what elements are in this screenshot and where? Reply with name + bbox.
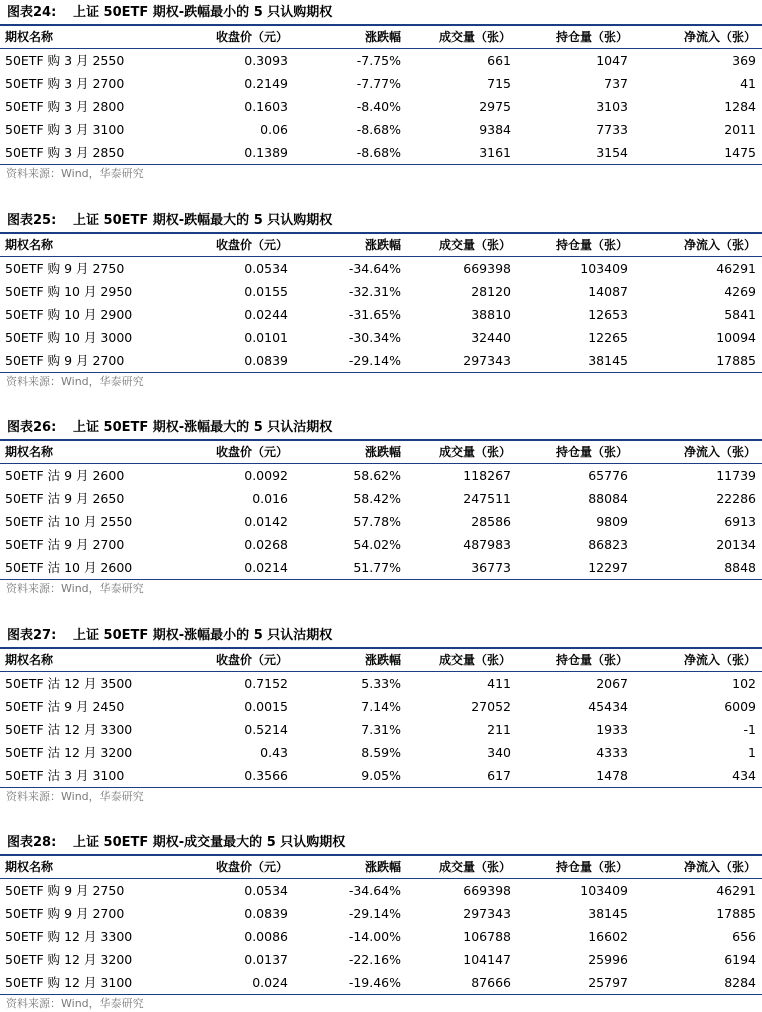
table-cell: 5841 [724,307,756,322]
table-cell: 65776 [588,468,628,483]
table-cell: 297343 [463,353,511,368]
table-cell: -7.75% [356,53,401,68]
table-cell: 340 [487,745,511,760]
table-cell: 2975 [479,99,511,114]
table-cell: 9.05% [361,768,401,783]
table-cell: 737 [604,76,628,91]
table-cell: 10094 [716,330,756,345]
column-header: 净流入（张） [683,445,756,459]
table-cell: 487983 [463,537,511,552]
table-number: 图表26: [7,420,57,435]
table-cell: 50ETF 购 9 月 2700 [5,906,125,921]
table-cell: 41 [740,76,756,91]
table-cell: 50ETF 购 9 月 2750 [5,261,125,276]
column-header: 净流入（张） [683,860,756,874]
table-row [0,257,762,280]
table-cell: -19.46% [348,975,401,990]
table-cell: 1 [748,745,756,760]
table-cell: 12265 [588,330,628,345]
table-cell: 617 [487,768,511,783]
table-cell: 54.02% [353,537,401,552]
column-header: 持仓量（张） [555,860,628,874]
table-cell: 12653 [588,307,628,322]
table-cell: 0.3093 [244,53,288,68]
table-cell: 4269 [724,284,756,299]
source-note: 资料来源：Wind，华泰研究 [6,167,144,180]
column-header: 成交量（张） [438,238,511,252]
table-cell: 50ETF 购 9 月 2750 [5,883,125,898]
table-cell: 50ETF 沽 10 月 2600 [5,560,133,575]
table-cell: 0.06 [260,122,288,137]
table-cell: 50ETF 购 3 月 2850 [5,145,125,160]
table-number: 图表24: [7,5,57,20]
table-row [0,764,762,788]
table-cell: 4333 [596,745,628,760]
table-cell: 38810 [471,307,511,322]
table-cell: 11739 [716,468,756,483]
table-row [0,49,762,72]
column-header: 持仓量（张） [555,445,628,459]
table-cell: 0.43 [260,745,288,760]
table-cell: 715 [487,76,511,91]
table-header-row [0,649,762,672]
table-caption [7,832,345,854]
table-cell: 51.77% [353,560,401,575]
table-cell: 22286 [716,491,756,506]
table-cell: 14087 [588,284,628,299]
column-header: 成交量（张） [438,653,511,667]
table-cell: 0.0534 [244,261,288,276]
table-cell: 247511 [463,491,511,506]
column-header: 持仓量（张） [555,238,628,252]
table-cell: 50ETF 购 3 月 2700 [5,76,125,91]
column-header: 成交量（张） [438,860,511,874]
table-row [0,280,762,303]
table-title: 上证 50ETF 期权-涨幅最小的 5 只认沽期权 [73,628,333,643]
table-cell: 57.78% [353,514,401,529]
column-header: 期权名称 [5,30,54,44]
table-cell: 50ETF 购 12 月 3200 [5,952,133,967]
table-cell: -8.68% [356,145,401,160]
table-cell: 50ETF 沽 9 月 2700 [5,537,125,552]
table-cell: 50ETF 沽 12 月 3300 [5,722,133,737]
table-cell: 0.0101 [244,330,288,345]
table-cell: 28586 [471,514,511,529]
table-cell: 0.7152 [244,676,288,691]
column-header: 收盘价（元） [215,30,288,44]
table-cell: -30.34% [348,330,401,345]
table-cell: 0.024 [252,975,288,990]
table-number: 图表28: [7,835,57,850]
table-row [0,326,762,349]
table-cell: 669398 [463,883,511,898]
table-cell: 50ETF 沽 3 月 3100 [5,768,125,783]
table-cell: 7.14% [361,699,401,714]
table-header-row [0,856,762,879]
table-row [0,971,762,995]
table-cell: 50ETF 购 3 月 2800 [5,99,125,114]
table-cell: 3103 [596,99,628,114]
table-cell: 38145 [588,906,628,921]
table-cell: 0.0137 [244,952,288,967]
table-cell: 3154 [596,145,628,160]
table-cell: 58.62% [353,468,401,483]
table-cell: 50ETF 购 10 月 2900 [5,307,133,322]
table-title: 上证 50ETF 期权-成交量最大的 5 只认购期权 [73,835,346,850]
table-header-row [0,26,762,49]
table-cell: 50ETF 购 9 月 2700 [5,353,125,368]
table-cell: 2011 [724,122,756,137]
table-cell: 0.0142 [244,514,288,529]
table-cell: 9809 [596,514,628,529]
table-cell: 1478 [596,768,628,783]
table-cell: 1933 [596,722,628,737]
table-row [0,510,762,533]
table-cell: 297343 [463,906,511,921]
table-title: 上证 50ETF 期权-涨幅最大的 5 只认沽期权 [73,420,333,435]
table-cell: 411 [487,676,511,691]
table-cell: 6913 [724,514,756,529]
table-row [0,948,762,971]
table-cell: 50ETF 沽 9 月 2600 [5,468,125,483]
table-cell: 36773 [471,560,511,575]
table-row [0,349,762,373]
table-cell: 16602 [588,929,628,944]
table-cell: 12297 [588,560,628,575]
table-row [0,72,762,95]
table-cell: 7733 [596,122,628,137]
table-cell: -31.65% [348,307,401,322]
table-cell: 0.5214 [244,722,288,737]
table-caption [7,625,332,647]
column-header: 持仓量（张） [555,30,628,44]
column-header: 期权名称 [5,238,54,252]
table-header-row [0,441,762,464]
table-row [0,695,762,718]
column-header: 期权名称 [5,445,54,459]
table-cell: 17885 [716,906,756,921]
table-caption [7,210,332,232]
table-cell: 46291 [716,883,756,898]
table-cell: 0.2149 [244,76,288,91]
table-title: 上证 50ETF 期权-跌幅最大的 5 只认购期权 [73,213,333,228]
table-cell: -14.00% [348,929,401,944]
column-header: 涨跌幅 [364,238,401,252]
table-cell: 0.0244 [244,307,288,322]
table-cell: 369 [732,53,756,68]
table-row [0,925,762,948]
table-cell: 104147 [463,952,511,967]
table-row [0,464,762,487]
column-header: 收盘价（元） [215,238,288,252]
table-header-row [0,234,762,257]
table-row [0,741,762,764]
column-header: 净流入（张） [683,653,756,667]
table-row [0,718,762,741]
table-cell: 50ETF 沽 10 月 2550 [5,514,133,529]
table-title: 上证 50ETF 期权-跌幅最小的 5 只认购期权 [73,5,333,20]
table-cell: 46291 [716,261,756,276]
table-row [0,303,762,326]
table-number: 图表25: [7,213,57,228]
table-cell: 9384 [479,122,511,137]
table-cell: 102 [732,676,756,691]
table-cell: -8.68% [356,122,401,137]
source-note: 资料来源：Wind，华泰研究 [6,997,144,1010]
table-cell: 0.3566 [244,768,288,783]
table-number: 图表27: [7,628,57,643]
table-cell: 50ETF 购 10 月 2950 [5,284,133,299]
table-cell: 0.0839 [244,906,288,921]
table-cell: 50ETF 购 12 月 3300 [5,929,133,944]
column-header: 涨跌幅 [364,445,401,459]
table-cell: 0.0092 [244,468,288,483]
table-cell: 434 [732,768,756,783]
table-cell: 50ETF 购 3 月 2550 [5,53,125,68]
table-cell: 38145 [588,353,628,368]
column-header: 涨跌幅 [364,860,401,874]
table-cell: -8.40% [356,99,401,114]
table-cell: 86823 [588,537,628,552]
table-cell: 8.59% [361,745,401,760]
table-cell: 103409 [580,883,628,898]
table-cell: 6194 [724,952,756,967]
column-header: 期权名称 [5,860,54,874]
table-cell: -34.64% [348,261,401,276]
table-cell: 0.0534 [244,883,288,898]
table-row [0,533,762,556]
source-note: 资料来源：Wind，华泰研究 [6,790,144,803]
table-cell: 50ETF 购 10 月 3000 [5,330,133,345]
table-cell: 661 [487,53,511,68]
table-cell: -29.14% [348,906,401,921]
table-cell: 8848 [724,560,756,575]
table-cell: 106788 [463,929,511,944]
table-cell: 103409 [580,261,628,276]
table-cell: 32440 [471,330,511,345]
column-header: 收盘价（元） [215,860,288,874]
table-cell: 17885 [716,353,756,368]
source-note: 资料来源：Wind，华泰研究 [6,375,144,388]
table-cell: 0.0268 [244,537,288,552]
table-cell: 5.33% [361,676,401,691]
column-header: 收盘价（元） [215,653,288,667]
table-cell: 20134 [716,537,756,552]
table-cell: 0.0015 [244,699,288,714]
table-cell: 2067 [596,676,628,691]
table-caption [7,417,332,439]
table-cell: 45434 [588,699,628,714]
column-header: 收盘价（元） [215,445,288,459]
table-cell: -22.16% [348,952,401,967]
table-cell: 1047 [596,53,628,68]
table-cell: 0.1603 [244,99,288,114]
table-row [0,879,762,902]
table-row [0,118,762,141]
table-cell: 50ETF 购 12 月 3100 [5,975,133,990]
table-cell: 27052 [471,699,511,714]
table-cell: 25797 [588,975,628,990]
column-header: 成交量（张） [438,30,511,44]
table-cell: 0.0155 [244,284,288,299]
table-cell: 118267 [463,468,511,483]
table-cell: 50ETF 沽 9 月 2650 [5,491,125,506]
table-cell: 0.0086 [244,929,288,944]
column-header: 净流入（张） [683,30,756,44]
table-cell: 3161 [479,145,511,160]
table-caption [7,2,332,24]
table-cell: 0.016 [252,491,288,506]
table-cell: 50ETF 购 3 月 3100 [5,122,125,137]
table-cell: 0.0214 [244,560,288,575]
table-cell: 669398 [463,261,511,276]
table-row [0,902,762,925]
table-row [0,672,762,695]
table-cell: -7.77% [356,76,401,91]
source-note: 资料来源：Wind，华泰研究 [6,582,144,595]
column-header: 涨跌幅 [364,30,401,44]
column-header: 期权名称 [5,653,54,667]
table-cell: 50ETF 沽 9 月 2450 [5,699,125,714]
table-cell: -1 [743,722,756,737]
table-cell: 88084 [588,491,628,506]
table-cell: 8284 [724,975,756,990]
column-header: 涨跌幅 [364,653,401,667]
table-cell: 211 [487,722,511,737]
table-cell: 50ETF 沽 12 月 3200 [5,745,133,760]
table-row [0,487,762,510]
table-cell: 1284 [724,99,756,114]
table-cell: 87666 [471,975,511,990]
table-cell: 656 [732,929,756,944]
table-cell: -34.64% [348,883,401,898]
table-cell: 25996 [588,952,628,967]
column-header: 成交量（张） [438,445,511,459]
table-row [0,556,762,580]
table-cell: 50ETF 沽 12 月 3500 [5,676,133,691]
table-cell: 0.1389 [244,145,288,160]
table-cell: -29.14% [348,353,401,368]
table-cell: -32.31% [348,284,401,299]
table-row [0,141,762,165]
column-header: 持仓量（张） [555,653,628,667]
table-cell: 0.0839 [244,353,288,368]
table-cell: 1475 [724,145,756,160]
column-header: 净流入（张） [683,238,756,252]
table-cell: 7.31% [361,722,401,737]
table-cell: 58.42% [353,491,401,506]
table-row [0,95,762,118]
table-cell: 6009 [724,699,756,714]
table-cell: 28120 [471,284,511,299]
